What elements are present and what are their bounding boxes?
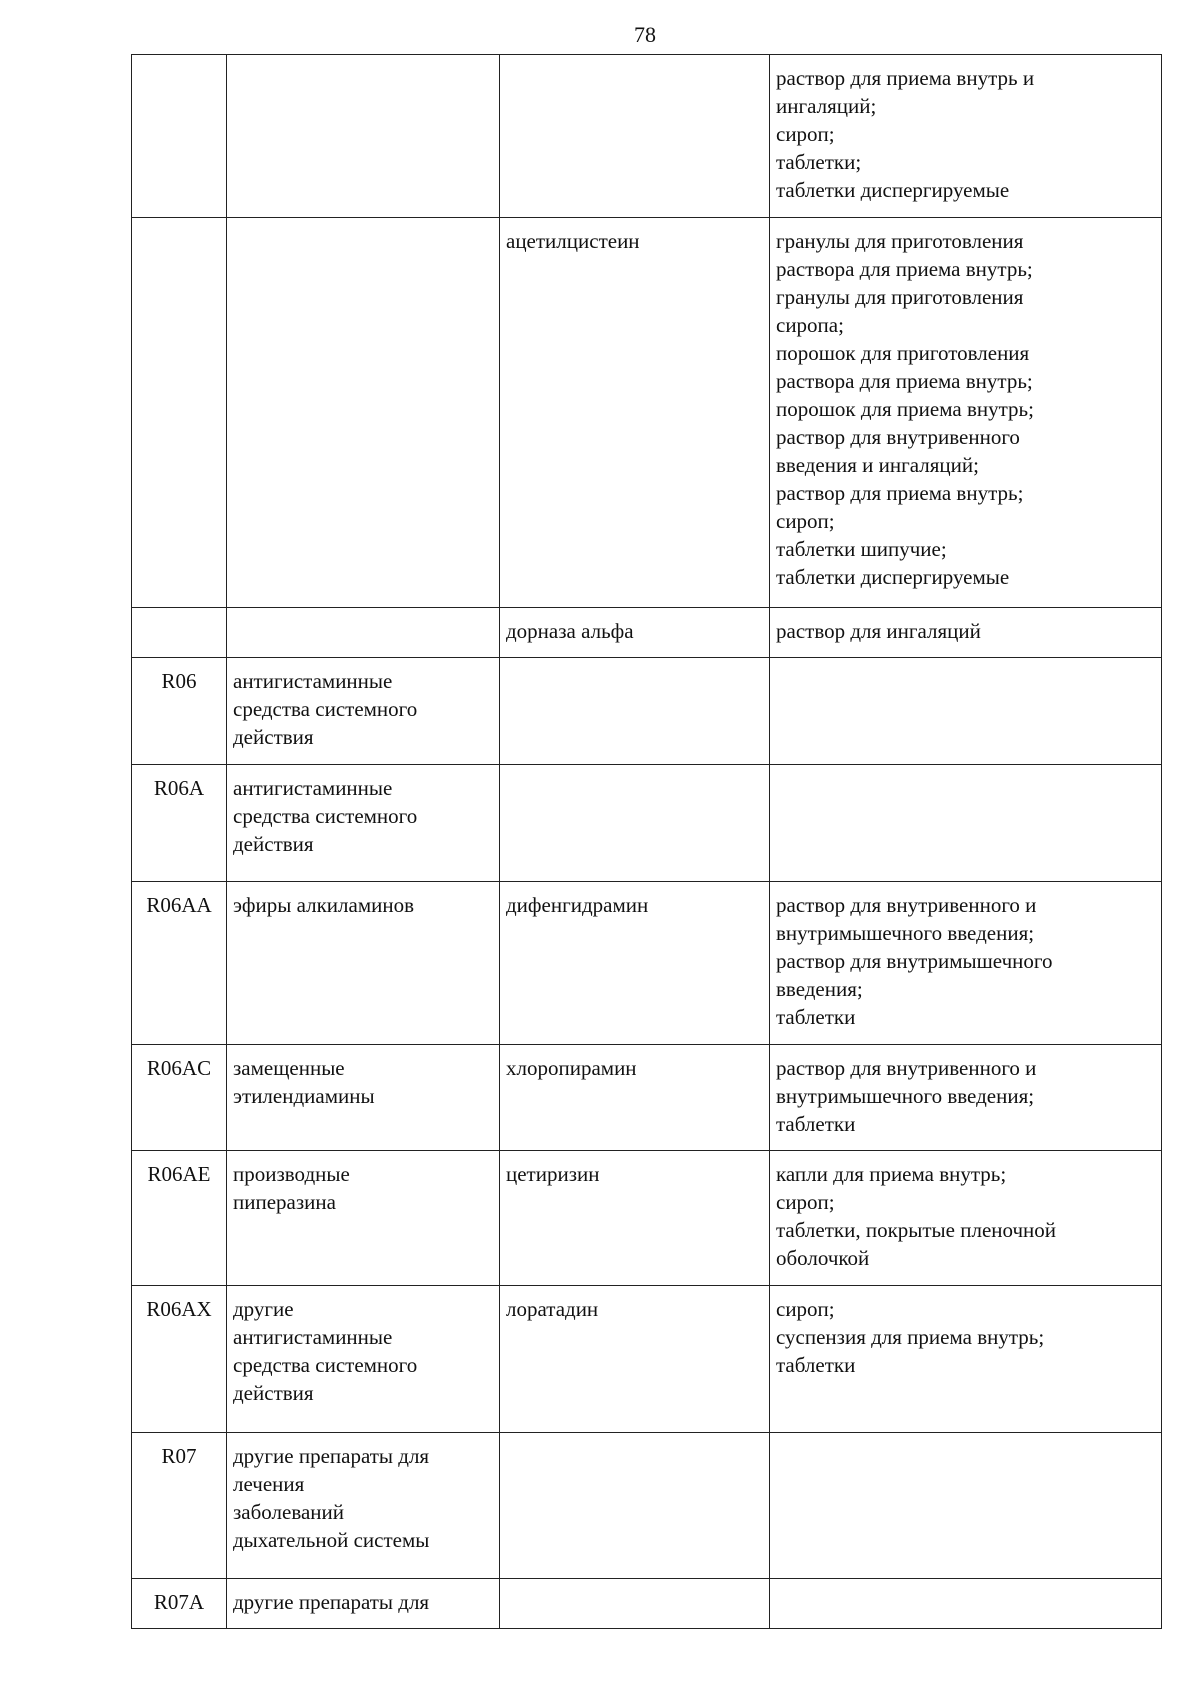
dosage-form-line: суспензия для приема внутрь;: [776, 1325, 1045, 1349]
table-row: [132, 608, 1162, 658]
group-line: действия: [233, 725, 314, 749]
drug-name-cell: дифенгидрамин: [500, 882, 770, 1045]
drug-name-cell: [500, 765, 770, 882]
dosage-form-line: таблетки диспергируемые: [776, 565, 1010, 589]
dosage-form-line: порошок для приготовления: [776, 341, 1030, 365]
group-line: другие препараты для: [233, 1590, 430, 1614]
atc-code-cell: R06AE: [132, 1151, 227, 1286]
drug-name-cell: лоратадин: [500, 1286, 770, 1433]
group-line: пиперазина: [233, 1190, 336, 1214]
dosage-form-line: раствор для приема внутрь;: [776, 481, 1024, 505]
group-cell: [227, 608, 500, 658]
dosage-form-line: введения;: [776, 977, 863, 1001]
group-cell: [227, 882, 500, 1045]
atc-code-cell: [132, 218, 227, 608]
dosage-form-line: внутримышечного введения;: [776, 1084, 1035, 1108]
group-line: этилендиамины: [233, 1084, 375, 1108]
drug-name-cell: хлоропирамин: [500, 1045, 770, 1151]
table-row: [132, 1045, 1162, 1151]
dosage-forms-cell: [770, 608, 1162, 658]
table-row: [132, 1151, 1162, 1286]
table-row: [132, 1286, 1162, 1433]
atc-code-cell: R06: [132, 658, 227, 765]
dosage-form-line: сироп;: [776, 1190, 835, 1214]
table-row: [132, 765, 1162, 882]
group-line: средства системного: [233, 697, 418, 721]
group-cell: [227, 1433, 500, 1579]
dosage-form-line: таблетки шипучие;: [776, 537, 947, 561]
group-cell: [227, 765, 500, 882]
dosage-form-line: капли для приема внутрь;: [776, 1162, 1007, 1186]
group-line: лечения: [233, 1472, 305, 1496]
table-body: [132, 55, 1162, 1629]
group-line: средства системного: [233, 1353, 418, 1377]
group-cell: [227, 1151, 500, 1286]
dosage-form-line: внутримышечного введения;: [776, 921, 1035, 945]
dosage-forms-cell: [770, 218, 1162, 608]
atc-code-cell: R06AA: [132, 882, 227, 1045]
table-row: [132, 218, 1162, 608]
dosage-form-line: раствор для приема внутрь и: [776, 66, 1035, 90]
dosage-form-line: сиропа;: [776, 313, 844, 337]
group-line: замещенные: [233, 1056, 345, 1080]
table-row: [132, 55, 1162, 218]
dosage-forms-cell: [770, 55, 1162, 218]
dosage-form-line: раствор для внутримышечного: [776, 949, 1053, 973]
table-row: [132, 1579, 1162, 1629]
group-line: заболеваний: [233, 1500, 344, 1524]
dosage-form-line: гранулы для приготовления: [776, 285, 1024, 309]
atc-code-cell: R07A: [132, 1579, 227, 1629]
atc-code-cell: R06AX: [132, 1286, 227, 1433]
dosage-form-line: введения и ингаляций;: [776, 453, 979, 477]
group-line: средства системного: [233, 804, 418, 828]
dosage-form-line: таблетки;: [776, 150, 862, 174]
table-row: [132, 882, 1162, 1045]
group-line: дыхательной системы: [233, 1528, 430, 1552]
dosage-form-line: раствор для внутривенного и: [776, 893, 1037, 917]
page-number: 78: [634, 22, 656, 47]
dosage-forms-cell: [770, 765, 1162, 882]
group-line: действия: [233, 832, 314, 856]
dosage-forms-cell: [770, 1045, 1162, 1151]
dosage-form-line: гранулы для приготовления: [776, 229, 1024, 253]
group-line: антигистаминные: [233, 776, 393, 800]
drug-name-cell: [500, 1433, 770, 1579]
dosage-forms-cell: [770, 658, 1162, 765]
dosage-form-line: сироп;: [776, 509, 835, 533]
drug-name-cell: цетиризин: [500, 1151, 770, 1286]
table-row: [132, 1433, 1162, 1579]
group-line: производные: [233, 1162, 350, 1186]
dosage-forms-cell: [770, 1579, 1162, 1629]
dosage-form-line: раствор для внутривенного и: [776, 1056, 1037, 1080]
atc-code-cell: [132, 608, 227, 658]
dosage-forms-cell: [770, 1151, 1162, 1286]
atc-code-cell: R07: [132, 1433, 227, 1579]
dosage-form-line: раствор для ингаляций: [776, 619, 981, 643]
dosage-form-line: сироп;: [776, 122, 835, 146]
group-cell: [227, 55, 500, 218]
dosage-form-line: раствора для приема внутрь;: [776, 369, 1033, 393]
group-line: антигистаминные: [233, 1325, 393, 1349]
group-line: другие: [233, 1297, 294, 1321]
group-cell: [227, 1045, 500, 1151]
atc-code-cell: R06A: [132, 765, 227, 882]
dosage-form-line: ингаляций;: [776, 94, 877, 118]
dosage-form-line: порошок для приема внутрь;: [776, 397, 1034, 421]
drug-name-cell: [500, 658, 770, 765]
dosage-form-line: раствор для внутривенного: [776, 425, 1020, 449]
group-line: эфиры алкиламинов: [233, 893, 415, 917]
group-cell: [227, 218, 500, 608]
dosage-form-line: сироп;: [776, 1297, 835, 1321]
group-cell: [227, 1579, 500, 1629]
dosage-form-line: таблетки диспергируемые: [776, 178, 1010, 202]
dosage-form-line: таблетки: [776, 1005, 856, 1029]
drug-list-table: [131, 54, 1162, 1629]
group-line: другие препараты для: [233, 1444, 430, 1468]
group-line: действия: [233, 1381, 314, 1405]
group-line: антигистаминные: [233, 669, 393, 693]
dosage-form-line: таблетки: [776, 1112, 856, 1136]
dosage-forms-cell: [770, 1433, 1162, 1579]
dosage-form-line: таблетки: [776, 1353, 856, 1377]
atc-code-cell: R06AC: [132, 1045, 227, 1151]
dosage-forms-cell: [770, 1286, 1162, 1433]
dosage-form-line: оболочкой: [776, 1246, 870, 1270]
drug-name-cell: [500, 1579, 770, 1629]
dosage-form-line: таблетки, покрытые пленочной: [776, 1218, 1057, 1242]
drug-name-cell: [500, 55, 770, 218]
atc-code-cell: [132, 55, 227, 218]
group-cell: [227, 658, 500, 765]
drug-name-cell: дорназа альфа: [500, 608, 770, 658]
dosage-forms-cell: [770, 882, 1162, 1045]
group-cell: [227, 1286, 500, 1433]
drug-name-cell: ацетилцистеин: [500, 218, 770, 608]
dosage-form-line: раствора для приема внутрь;: [776, 257, 1033, 281]
table-row: [132, 658, 1162, 765]
